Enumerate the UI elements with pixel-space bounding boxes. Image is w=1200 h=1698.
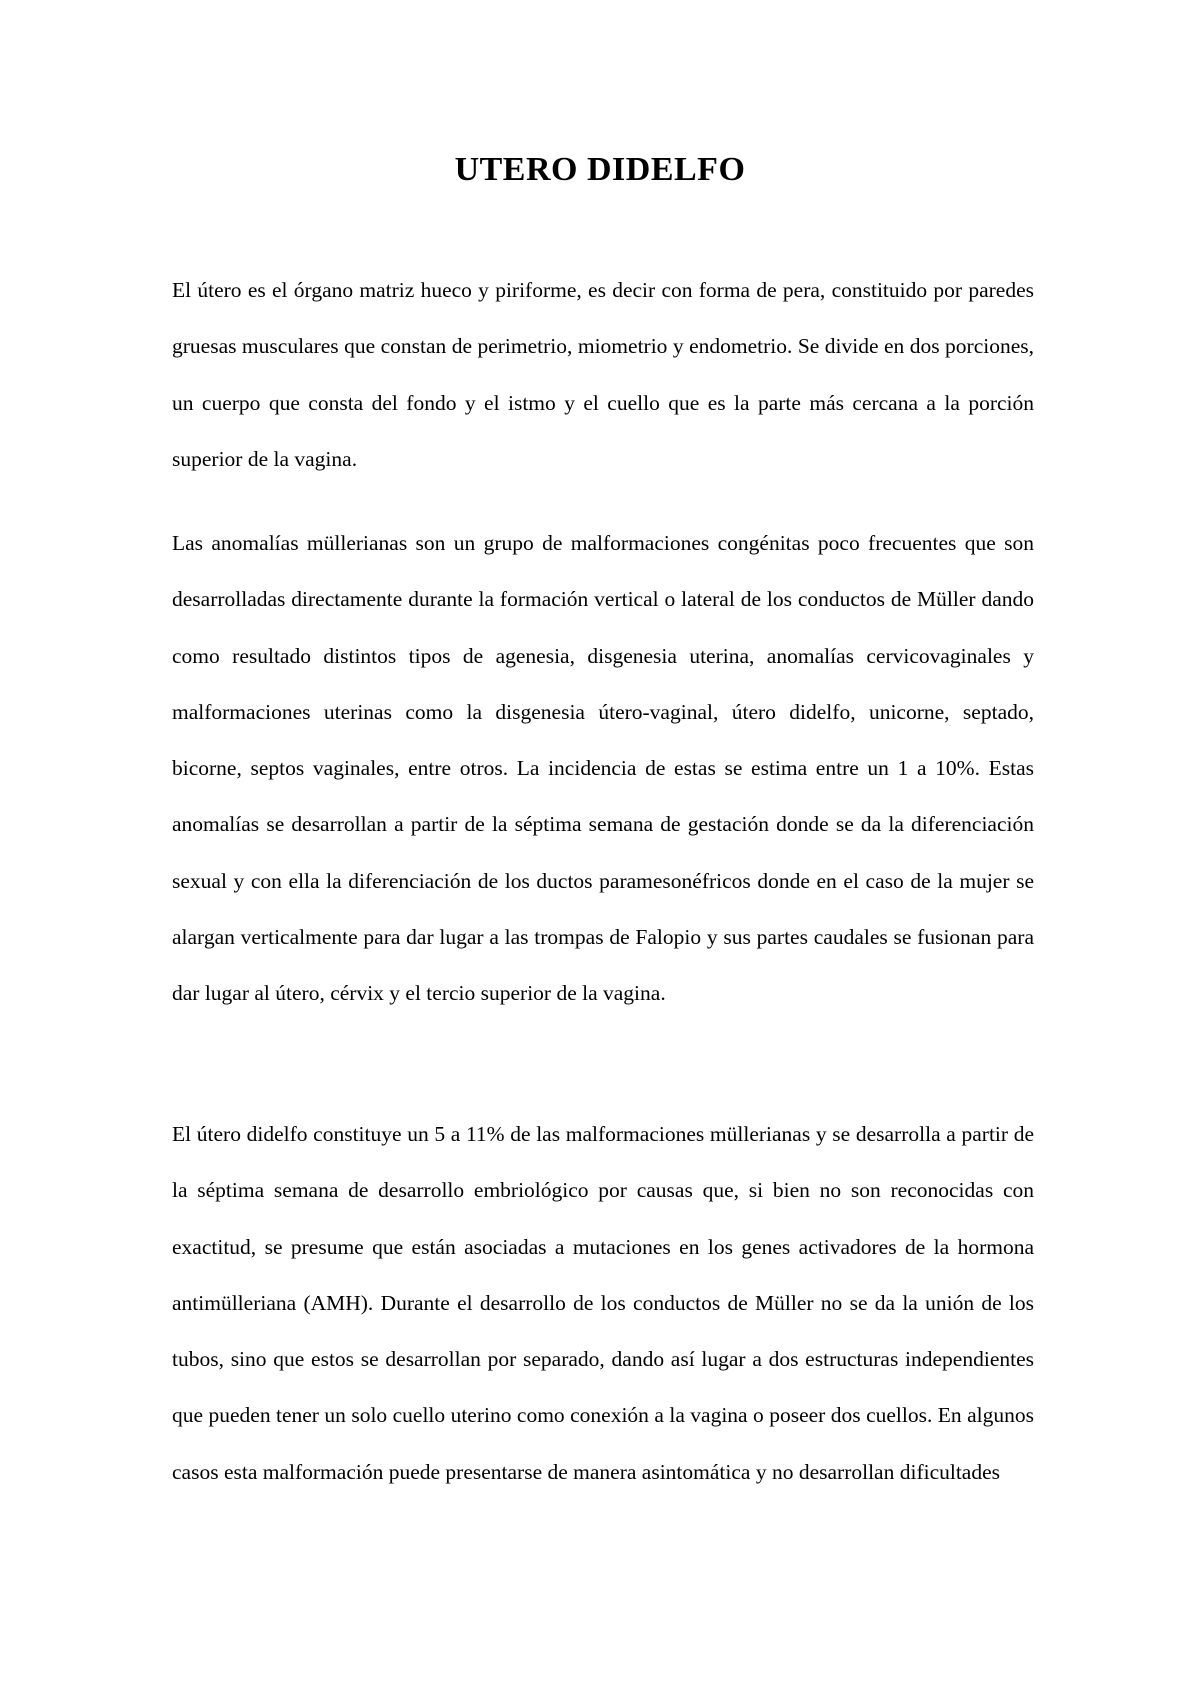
page-title: UTERO DIDELFO bbox=[454, 151, 746, 188]
paragraph-mullerian-anomalies: Las anomalías müllerianas son un grupo de malformaciones congénitas poco frecuentes que son desarrolladas directamente durante la formación vertical o lateral de los conductos de Müller dando como resultado distintos tipos de agenesia, disgenesia uterina, anomalías cervicovaginales y malformaciones uterinas como la disgenesia útero-vaginal, útero didelfo, unicorne, septado, bicorne, septos vaginales, entre otros. La incidencia de estas se estima entre un 1 a 10%. Estas anomalías se desarrollan a partir de la séptima semana de gestación donde se da la diferenciación sexual y con ella la diferenciación de los ductos paramesonéfricos donde en el caso de la mujer se alargan verticalmente para dar lugar a las trompas de Falopio y sus partes caudales se fusionan para dar lugar al útero, cérvix y el tercio superior de la vagina. bbox=[172, 531, 1034, 1006]
paragraph-uterus-definition: El útero es el órgano matriz hueco y piriforme, es decir con forma de pera, constituido por paredes gruesas musculares que constan de perimetrio, miometrio y endometrio. Se divide en dos porciones, un cuerpo que consta del fondo y el istmo y el cuello que es la parte más cercana a la porción superior de la vagina. bbox=[172, 278, 1034, 471]
paragraph-uterus-didelphys: El útero didelfo constituye un 5 a 11% de las malformaciones müllerianas y se desarrolla a partir de la séptima semana de desarrollo embriológico por causas que, si bien no son reconocidas con exactitud, se presume que están asociadas a mutaciones en los genes activadores de la hormona antimülleriana (AMH). Durante el desarrollo de los conductos de Müller no se da la unión de los tubos, sino que estos se desarrollan por separado, dando así lugar a dos estructuras independientes que pueden tener un solo cuello uterino como conexión a la vagina o poseer dos cuellos. En algunos casos esta malformación puede presentarse de manera asintomática y no desarrollan dificultades bbox=[172, 1122, 1034, 1484]
